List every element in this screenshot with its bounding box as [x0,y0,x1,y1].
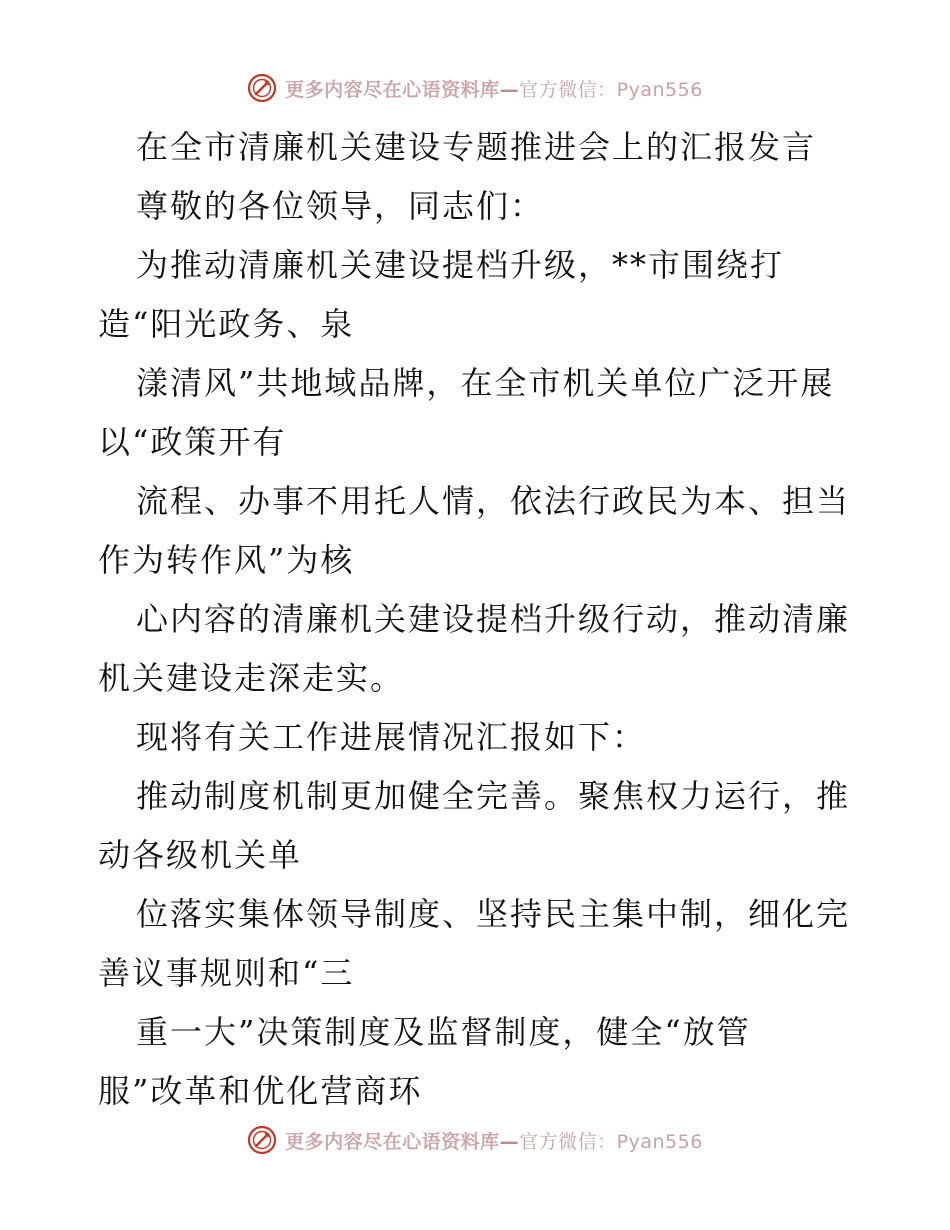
document-line: 重一大”决策制度及监督制度，健全“放管 [136,1013,751,1051]
header-dash: — [499,78,520,101]
document-line: 为推动清廉机关建设提档升级，**市围绕打 [136,246,785,284]
footer-site-text: 更多内容尽在心语资料库 [285,1130,500,1153]
document-line: 流程、办事不用托人情，依法行政民为本、担当 [136,482,851,520]
document-line: 服”改革和优化营商环 [98,1072,423,1110]
document-line: 漾清风”共地域品牌，在全市机关单位广泛开展 [136,364,835,402]
footer-banner-text [285,1127,703,1154]
document-line: 造“阳光政务、泉 [98,305,355,343]
document-body [98,118,858,1121]
seal-logo-icon [247,1125,277,1155]
document-line: 以“政策开有 [98,423,287,461]
header-banner-text [285,75,703,102]
document-line: 在全市清廉机关建设专题推进会上的汇报发言 [136,128,817,166]
document-line: 机关建设走深走实。 [98,659,405,697]
header-site-text: 更多内容尽在心语资料库 [285,78,500,101]
document-line: 位落实集体领导制度、坚持民主集中制，细化完 [136,895,851,933]
page-footer-banner [0,1120,950,1160]
document-line: 善议事规则和“三 [98,954,355,992]
page-header-banner [0,68,950,108]
document-line: 尊敬的各位领导，同志们： [136,187,545,225]
document-line: 作为转作风”为核 [98,541,355,579]
document-line: 现将有关工作进展情况汇报如下： [136,718,647,756]
document-line: 心内容的清廉机关建设提档升级行动，推动清廉 [136,600,851,638]
header-contact-text: 官方微信：Pyan556 [519,78,703,101]
document-line: 推动制度机制更加健全完善。聚焦权力运行，推 [136,777,851,815]
footer-contact-text: 官方微信：Pyan556 [519,1130,703,1153]
seal-logo-icon [247,73,277,103]
footer-dash: — [499,1130,520,1153]
document-line: 动各级机关单 [98,836,303,874]
